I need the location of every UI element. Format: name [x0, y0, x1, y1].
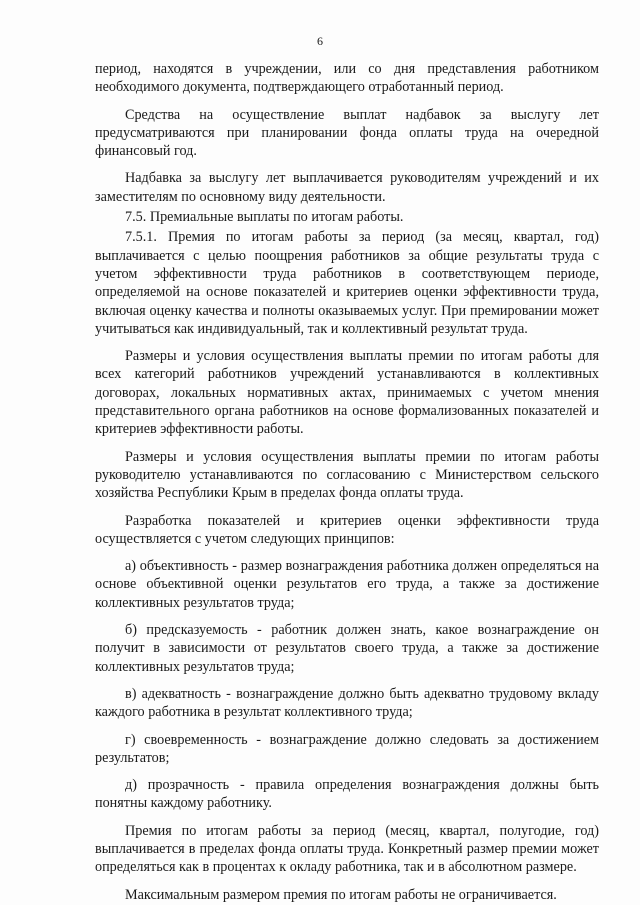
paragraph-principles-intro: Разработка показателей и критериев оценки эффективности труда осуществляется с учетом следующих принципов:	[95, 512, 599, 547]
principle-a: а) объективность - размер вознаграждения работника должен определяться на основе объективной оценки результатов его труда, а также за достижение коллективных результатов труда;	[95, 558, 599, 611]
paragraph-bonus-conditions-head: Размеры и условия осуществления выплаты премии по итогам работы руководителю устанавливаются по согласованию с Министерством сельского хозяйства Республики Крым в пределах фонда оплаты труда.	[95, 448, 599, 502]
paragraph-bonus-conditions-staff: Размеры и условия осуществления выплаты премии по итогам работы для всех категорий работников учреждений устанавливаются в коллективных договорах, локальных нормативных актах, принимаемых с учетом мнения представительного органа работников на основе формализованных показателей и критериев эффективности работы.	[95, 348, 599, 438]
page-number: 6	[317, 34, 323, 48]
paragraph-seniority-bonus: Надбавка за выслугу лет выплачивается руководителям учреждений и их заместителям по основному виду деятельности.	[95, 170, 599, 205]
principle-d: г) своевременность - вознаграждение должно следовать за достижением результатов;	[95, 731, 599, 766]
paragraph-bonus-max: Максимальным размером премия по итогам работы не ограничивается.	[125, 886, 557, 903]
paragraph-funding: Средства на осуществление выплат надбавок за выслугу лет предусматриваются при планировании фонда оплаты труда на очередной финансовый год.	[95, 106, 599, 160]
principle-e: д) прозрачность - правила определения вознаграждения должны быть понятны каждому работнику.	[95, 777, 599, 812]
principle-c: в) адекватность - вознаграждение должно быть адекватно трудовому вкладу каждого работника в результат коллективного труда;	[95, 685, 599, 721]
paragraph-continuation: период, находятся в учреждении, или со дня представления работником необходимого документа, подтверждающего отработанный период.	[95, 61, 599, 96]
principle-b: б) предсказуемость - работник должен знать, какое вознаграждение он получит в зависимости от результатов своего труда, а также за достижение коллективных результатов труда;	[95, 622, 599, 675]
document-body	[95, 60, 599, 904]
paragraph-bonus-size: Премия по итогам работы за период (месяц, квартал, полугодие, год) выплачивается в пределах фонда оплаты труда. Конкретный размер премии может определяться как в процентах к окладу работника, так и в абсолютном размере.	[95, 822, 599, 876]
paragraph-7-5-1: 7.5.1. Премия по итогам работы за период (за месяц, квартал, год) выплачивается с целью поощрения работников за общие результаты труда с учетом эффективности труда работников в соответствующем периоде, определяемой на основе показателей и критериев оценки эффективности труда, включая оценку качества и полноты оказываемых услуг. При премировании может учитываться как индивидуальный, так и коллективный результат труда.	[95, 229, 599, 337]
section-heading-7-5: 7.5. Премиальные выплаты по итогам работы.	[125, 209, 404, 226]
